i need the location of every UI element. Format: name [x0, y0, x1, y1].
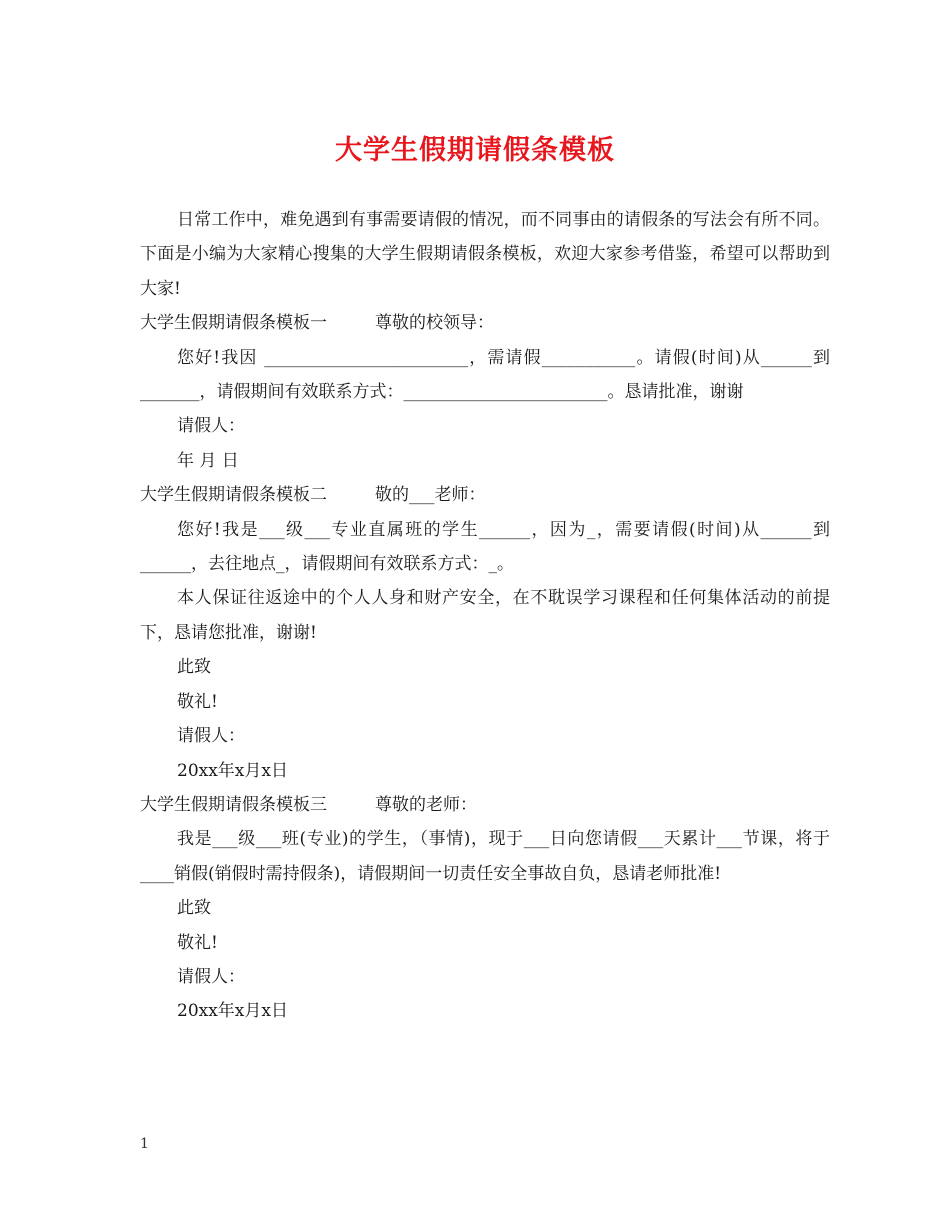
template3-applicant: 请假人： [177, 966, 245, 987]
template3-heading-line [140, 788, 830, 822]
document-title: 大学生假期请假条模板 [335, 135, 615, 166]
template3-date: 20xx年x月x日 [177, 1001, 288, 1022]
template2-date: 20xx年x月x日 [177, 760, 288, 781]
template3-heading: 大学生假期请假条模板三 [140, 794, 327, 815]
template1-body: 您好!我因 ________________________，需请假___________。请假(时间)从______到_______，请假期间有效联系方式：________________________。恳请批准，谢谢 [140, 347, 830, 403]
template2-applicant: 请假人： [177, 726, 245, 747]
template3-salutation: 尊敬的老师： [375, 794, 477, 815]
template2-pledge: 本人保证往返途中的个人人身和财产安全，在不耽误学习课程和任何集体活动的前提下，恳请您批准，谢谢! [140, 588, 830, 643]
template2-body: 您好!我是___级___专业直属班的学生______，因为_，需要请假(时间)从______到______，去往地点_，请假期间有效联系方式：_。 [140, 519, 830, 575]
template2-closing1: 此致 [177, 657, 211, 678]
template2-salutation: 敬的___老师： [375, 485, 486, 506]
page-number: 1 [140, 1136, 149, 1152]
template3-body: 我是___级___班(专业)的学生，（事情)，现于___日向您请假___天累计___节课，将于____销假(销假时需持假条)，请假期间一切责任安全事故自负，恳请老师批准! [140, 829, 830, 884]
template1-applicant: 请假人： [177, 416, 245, 437]
template2-heading-line [140, 478, 830, 512]
template1-date: 年 月 日 [177, 450, 239, 471]
template1-salutation: 尊敬的校领导： [375, 313, 494, 334]
template3-closing2: 敬礼! [177, 932, 218, 953]
intro-paragraph: 日常工作中，难免遇到有事需要请假的情况，而不同事由的请假条的写法会有所不同。下面是小编为大家精心搜集的大学生假期请假条模板，欢迎大家参考借鉴，希望可以帮助到大家! [140, 210, 830, 299]
document-body [140, 203, 830, 1029]
template1-heading: 大学生假期请假条模板一 [140, 313, 327, 334]
template3-closing1: 此致 [177, 898, 211, 919]
template2-heading: 大学生假期请假条模板二 [140, 485, 327, 506]
template1-heading-line [140, 306, 830, 340]
template2-closing2: 敬礼! [177, 691, 218, 712]
